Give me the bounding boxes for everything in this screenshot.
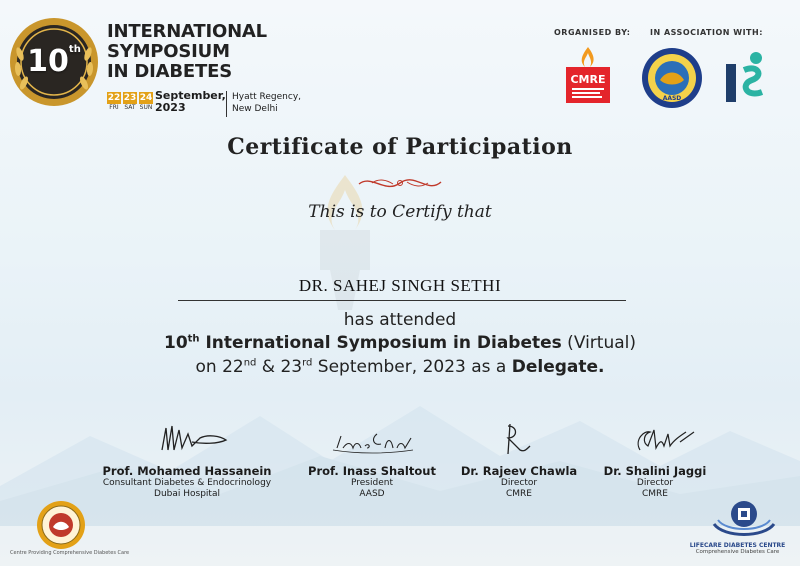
certify-line: This is to Certify that (308, 202, 492, 222)
lifecare-tagline: Comprehensive Diabetes Care (695, 549, 780, 555)
event-badge (6, 14, 102, 110)
seal-caption: Centre Providing Comprehensive Diabetes Care (10, 550, 130, 556)
association-label: IN ASSOCIATION WITH: (650, 28, 763, 37)
divider (226, 91, 227, 117)
name-underline (178, 300, 626, 301)
date-item: 24 SUN (139, 93, 153, 111)
flourish-ornament (357, 168, 443, 198)
event-title: INTERNATIONAL SYMPOSIUM IN DIABETES (107, 21, 267, 82)
event-month-year: September, 2023 (155, 89, 226, 114)
signatory-hassanein: Prof. Mohamed Hassanein Consultant Diabetes & Endocrinology Dubai Hospital (92, 420, 282, 500)
seal-logo (36, 500, 86, 550)
date-role-line: on 22nd & 23rd September, 2023 as a Delegate. (195, 357, 605, 377)
signatory-shaltout: Prof. Inass Shaltout President AASD (277, 420, 467, 500)
aasd-logo (640, 46, 704, 110)
event-line: 10th International Symposium in Diabetes (Virtual) (163, 333, 636, 353)
signature-icon (474, 420, 564, 460)
badge-number: 10th (27, 44, 81, 79)
lifecare-logo (704, 498, 784, 544)
organised-by-label: ORGANISED BY: (554, 28, 631, 37)
event-dates (107, 92, 153, 112)
signatory-chawla: Dr. Rajeev Chawla Director CMRE (424, 420, 614, 500)
signature-icon (610, 420, 700, 460)
attended-line: has attended (343, 310, 457, 330)
date-item: 23 SAT (123, 93, 137, 111)
event-venue: Hyatt Regency, New Delhi (232, 92, 302, 114)
isi-logo (722, 50, 768, 106)
svg-text:CMRE: CMRE (570, 73, 606, 86)
signature-icon (142, 420, 232, 460)
signature-icon (327, 420, 417, 460)
cmre-logo (562, 45, 614, 105)
date-item: 22 FRI (107, 93, 121, 111)
lifecare-name: LIFECARE DIABETES CENTRE (689, 542, 786, 549)
recipient-name: DR. SAHEJ SINGH SETHI (298, 276, 502, 295)
signatory-jaggi: Dr. Shalini Jaggi Director CMRE (560, 420, 750, 500)
certificate-title: Certificate of Participation (227, 134, 573, 160)
svg-text:AASD: AASD (662, 95, 682, 102)
